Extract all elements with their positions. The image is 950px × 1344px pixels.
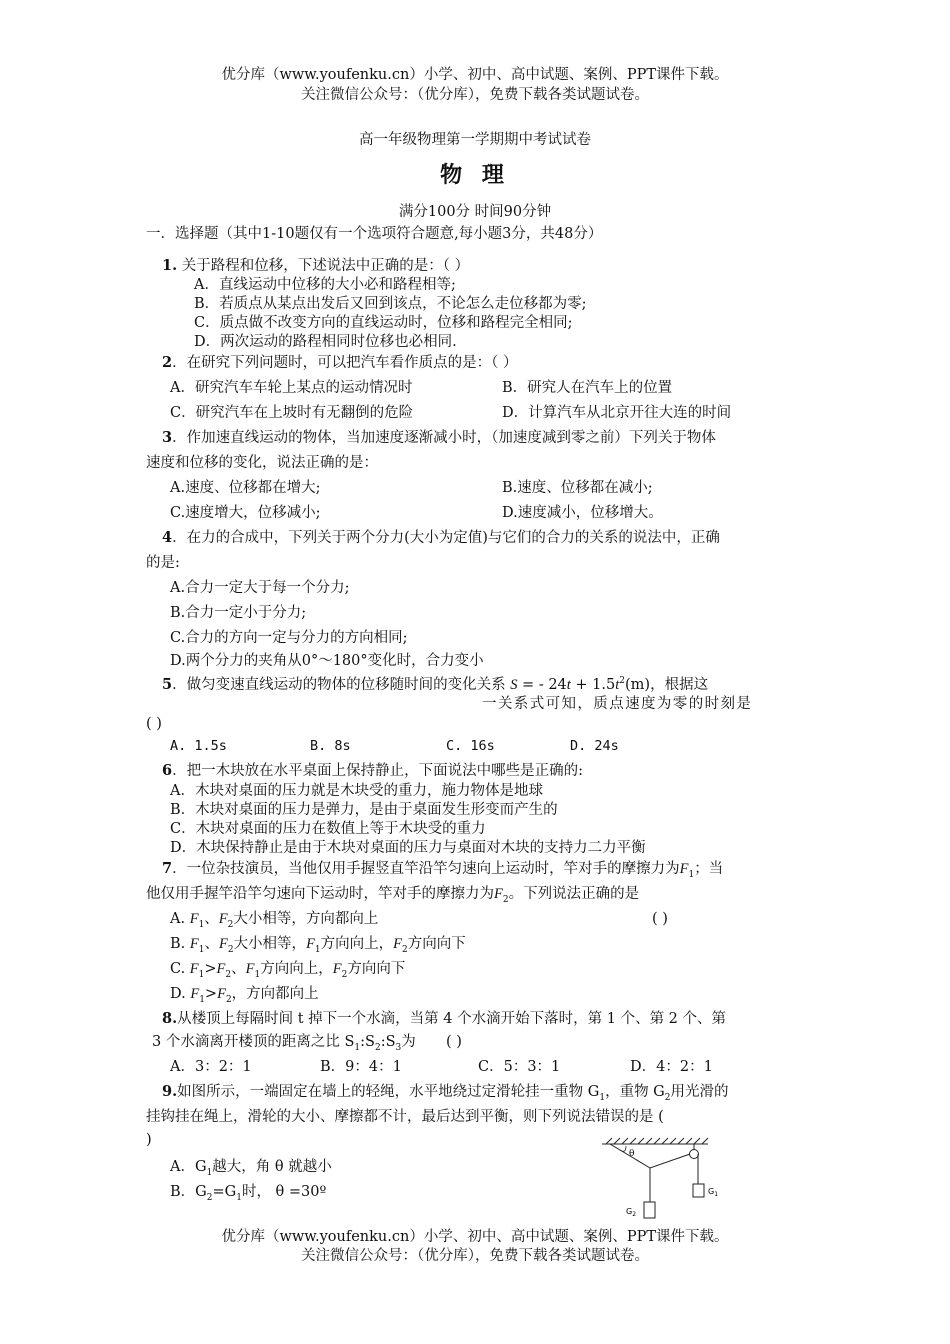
q7-text-2b: 。下列说法正确的是	[508, 886, 640, 902]
q7-d-s2: 2	[225, 994, 232, 1005]
q6-stem	[162, 761, 583, 781]
q9-a-text1: A．G	[170, 1159, 207, 1175]
section-heading: 一．选择题（其中1-10题仅有一个选项符合题意,每小题3分，共48分）	[146, 226, 603, 242]
header-line-2: 关注微信公众号：（优分库），免费下载各类试题试卷。	[301, 87, 649, 103]
q9-text-1b: ，重物 G	[605, 1084, 665, 1100]
q4-option-d: D.两个分力的夹角从0°～180°变化时，合力变小	[170, 653, 484, 669]
q7-c-gt: >	[204, 961, 217, 977]
q5-formula-eq: = - 24	[517, 676, 567, 693]
q7-c-sep: 、	[231, 961, 246, 977]
exam-info: 满分100分 时间90分钟	[398, 204, 552, 220]
q5-option-c: C. 16s	[446, 738, 495, 754]
q6-option-a: A．木块对桌面的压力就是木块受的重力，施力物体是地球	[170, 783, 543, 799]
q7-b-f2: F	[218, 936, 228, 952]
q8-text-2b: :S	[360, 1034, 375, 1050]
q7-b-text2: 方向向上，	[320, 936, 394, 952]
q7-text-1a: ．一位杂技演员，当他仅用手握竖直竿沿竿匀速向上运动时，竿对手的摩擦力为	[172, 861, 680, 877]
q1-option-c: C．质点做不改变方向的直线运动时，位移和路程完全相同;	[194, 315, 573, 331]
q7-option-b	[170, 934, 466, 960]
q3-option-c: C.速度增大，位移减小;	[170, 505, 321, 521]
q5-answer-paren: ( )	[146, 716, 162, 732]
q7-a-label: A.	[170, 911, 190, 927]
q9-option-b	[170, 1182, 326, 1208]
q8-option-c: C．5：3：1	[478, 1059, 561, 1075]
q8-answer-paren: ( )	[446, 1034, 462, 1050]
rope	[610, 1144, 690, 1168]
q2-option-c: C．研究汽车在上坡时有无翻倒的危险	[170, 405, 414, 421]
q4-text-1: ．在力的合成中，下列关于两个分力(大小为定值)与它们的合力的关系的说法中，正确	[172, 530, 720, 546]
q5-formula-m: (m)	[625, 676, 651, 693]
q7-a-f: F	[189, 911, 199, 927]
q2-number: 2	[162, 354, 173, 371]
q1-number: 1.	[162, 257, 178, 274]
q8-text-1: 从楼顶上每隔时间 t 掉下一个水滴，当第 4 个水滴开始下落时，第 1 个、第 2 个、第	[177, 1011, 727, 1027]
q4-option-b: B.合力一定小于分力;	[170, 605, 307, 621]
q3-option-d: D.速度减小，位移增大。	[502, 505, 663, 521]
q3-option-a: A.速度、位移都在增大;	[170, 480, 321, 496]
exam-title: 物 理	[440, 162, 510, 188]
q1-option-d: D．两次运动的路程相同时位移也必相同.	[194, 334, 457, 350]
q7-c-s1: 1	[198, 969, 205, 980]
q8-sub2: 2	[374, 1042, 381, 1053]
q9-a-sub: 1	[206, 1167, 213, 1178]
q9-text-1a: 如图所示，一端固定在墙上的轻绳，水平地绕过定滑轮挂一重物 G	[177, 1084, 600, 1100]
q3-stem-line2: 速度和位移的变化，说法正确的是：	[146, 455, 378, 471]
q7-a-s1: 1	[198, 919, 205, 930]
q7-f1-sub: 1	[688, 869, 695, 880]
q7-f1-symbol: F	[679, 861, 689, 877]
q9-b-text2: =G	[212, 1184, 237, 1200]
q7-a-sep: 、	[204, 911, 219, 927]
q7-c-f3: F	[245, 961, 255, 977]
q2-option-b: B．研究人在汽车上的位置	[502, 380, 673, 396]
q9-stem-line2: 挂钩挂在绳上，滑轮的大小、摩擦都不计，最后达到平衡，则下列说法错误的是 (	[146, 1109, 664, 1125]
q7-b-s1: 1	[198, 944, 205, 955]
q4-option-a: A.合力一定大于每一个分力;	[170, 580, 350, 596]
q4-stem-line2: 的是:	[146, 555, 180, 571]
g1-label: $G_1$	[708, 1187, 719, 1198]
q7-b-f: F	[189, 936, 199, 952]
q5-stem-line1	[162, 671, 708, 695]
q7-c-f4: F	[332, 961, 342, 977]
q1-stem	[162, 256, 469, 276]
q4-option-c: C.合力的方向一定与分力的方向相同;	[170, 630, 408, 646]
g2-weight	[644, 1202, 655, 1218]
q8-sub1: 1	[354, 1042, 361, 1053]
footer-line-2: 关注微信公众号：（优分库），免费下载各类试题试卷。	[301, 1248, 649, 1264]
q7-option-d	[170, 984, 319, 1010]
q9-a-text2: 越大，角 θ 就越小	[212, 1159, 332, 1175]
q8-text-2d: 为	[401, 1034, 416, 1050]
q9-stem-line3: )	[146, 1132, 152, 1148]
q4-number: 4	[162, 529, 173, 546]
q7-b-s3: 1	[314, 944, 321, 955]
q7-option-c	[170, 959, 405, 985]
q6-option-d: D．木块保持静止是由于木块对桌面的压力与桌面对木块的支持力二力平衡	[170, 840, 646, 856]
q7-stem-line1	[162, 859, 723, 885]
q7-f2-symbol: F	[494, 886, 503, 902]
q5-text-1-end: ，根据这	[650, 676, 709, 693]
q9-b-text1: B．G	[170, 1184, 207, 1200]
q7-d-f: F	[190, 986, 200, 1002]
q7-answer-paren: ( )	[652, 911, 668, 927]
q5-formula-t1: t	[566, 676, 571, 693]
q7-d-gt: >	[204, 986, 218, 1002]
q7-c-label: C.	[170, 961, 190, 977]
q8-stem-line2	[152, 1032, 416, 1058]
q9-b-sub2: 2	[206, 1192, 213, 1203]
q7-c-s2: 2	[225, 969, 232, 980]
q9-text-1c: 用光滑的	[670, 1084, 729, 1100]
q1-option-b: B．若质点从某点出发后又回到该点，不论怎么走位移都为零;	[194, 296, 587, 312]
q7-d-text: ，方向都向上	[231, 986, 319, 1002]
q7-text-2a: 他仅用手握竿沿竿匀速向下运动时，竿对手的摩擦力为	[146, 886, 494, 902]
g1-weight	[693, 1184, 704, 1197]
q8-sub3: 3	[395, 1042, 402, 1053]
q7-d-label: D.	[170, 986, 191, 1002]
q1-option-a: A．直线运动中位移的大小必和路程相等;	[194, 277, 456, 293]
q6-option-c: C．木块对桌面的压力在数值上等于木块受的重力	[170, 821, 486, 837]
q7-b-s4: 2	[402, 944, 408, 955]
q7-c-text2: 方向向下	[347, 961, 406, 977]
pulley-wheel	[690, 1150, 699, 1159]
q8-option-a: A．3：2：1	[170, 1059, 252, 1075]
q6-text: ．把一木块放在水平桌面上保持静止，下面说法中哪些是正确的:	[172, 763, 583, 779]
q5-option-b: B. 8s	[310, 738, 351, 754]
q7-stem-line2	[146, 884, 639, 910]
q4-stem-line1	[162, 528, 720, 548]
q1-text: 关于路程和位移，下述说法中正确的是：（ ）	[181, 258, 470, 274]
q8-stem-line1	[162, 1009, 726, 1029]
q3-option-b: B.速度、位移都在减小;	[502, 480, 653, 496]
q2-stem	[162, 353, 517, 373]
q9-option-a	[170, 1157, 332, 1183]
q7-f2-sub: 2	[502, 894, 509, 905]
q2-option-d: D．计算汽车从北京开往大连的时间	[502, 405, 732, 421]
q5-number: 5	[162, 675, 173, 693]
g2-label: $G_2$	[626, 1207, 637, 1218]
q5-formula-s: S	[510, 676, 518, 693]
q7-c-s4: 2	[341, 969, 348, 980]
q8-option-d: D．4：2：1	[630, 1059, 713, 1075]
q8-number: 8.	[162, 1010, 178, 1027]
angle-arc	[620, 1146, 626, 1151]
q7-c-f2: F	[216, 961, 226, 977]
q9-number: 9.	[162, 1083, 178, 1100]
theta-label: θ	[629, 1149, 635, 1159]
q5-stem-line2: 一关系式可知，质点速度为零的时刻是	[482, 696, 753, 712]
q2-text: ．在研究下列问题时，可以把汽车看作质点的是：（ ）	[172, 355, 518, 371]
q7-c-s3: 1	[254, 969, 261, 980]
q7-d-s1: 1	[199, 994, 205, 1005]
q5-text-1: ．做匀变速直线运动的物体的位移随时间的变化关系	[172, 676, 506, 693]
q5-option-a: A. 1.5s	[170, 738, 227, 754]
q7-b-text3: 方向向下	[407, 936, 466, 952]
q7-b-sep: 、	[204, 936, 219, 952]
ceiling-hatch	[602, 1138, 708, 1144]
q7-b-label: B.	[170, 936, 190, 952]
q7-c-text1: 方向向上，	[260, 961, 333, 977]
q7-b-text1: 大小相等，	[233, 936, 307, 952]
q7-b-f4: F	[393, 936, 403, 952]
q2-option-a: A．研究汽车车轮上某点的运动情况时	[170, 380, 413, 396]
q8-option-b: B．9：4：1	[320, 1059, 402, 1075]
q8-text-2a: 3 个水滴离开楼顶的距离之比 S	[152, 1034, 355, 1050]
q7-option-a	[170, 909, 378, 935]
q8-text-2c: :S	[380, 1034, 396, 1050]
q6-option-b: B．木块对桌面的压力是弹力，是由于桌面发生形变而产生的	[170, 802, 558, 818]
q7-b-f3: F	[306, 936, 315, 952]
q7-text-1b: ；当	[694, 861, 724, 877]
q7-d-f2: F	[217, 986, 226, 1002]
q9-sub2: 2	[664, 1092, 671, 1103]
q5-formula-plus: + 1.5	[570, 676, 616, 693]
q7-b-s2: 2	[227, 944, 234, 955]
q9-sub1: 1	[599, 1092, 606, 1103]
exam-subtitle: 高一年级物理第一学期期中考试试卷	[359, 132, 591, 148]
q5-formula-sup: 2	[619, 676, 626, 686]
q6-number: 6	[162, 762, 173, 779]
q9-pulley-diagram	[596, 1136, 730, 1226]
q3-number: 3	[162, 429, 173, 446]
header-line-1: 优分库（www.youfenku.cn）小学、初中、高中试题、案例、PPT课件下载。	[221, 67, 729, 83]
q3-text-1: ．作加速直线运动的物体，当加速度逐渐减小时，（加速度减到零之前）下列关于物体	[172, 430, 716, 446]
q7-a-s2: 2	[227, 919, 234, 930]
footer-line-1: 优分库（www.youfenku.cn）小学、初中、高中试题、案例、PPT课件下载。	[221, 1229, 729, 1245]
q9-stem-line1	[162, 1082, 729, 1108]
q9-b-sub1: 1	[236, 1192, 242, 1203]
q5-option-d: D. 24s	[570, 738, 619, 754]
q7-c-f: F	[189, 961, 199, 977]
q9-b-text3: 时， θ =30º	[241, 1184, 327, 1200]
q7-a-f2: F	[218, 911, 228, 927]
q3-stem-line1	[162, 428, 716, 448]
q5-formula-t2: t	[615, 676, 620, 693]
q7-a-text: 大小相等，方向都向上	[233, 911, 379, 927]
q7-number: 7	[162, 860, 173, 877]
